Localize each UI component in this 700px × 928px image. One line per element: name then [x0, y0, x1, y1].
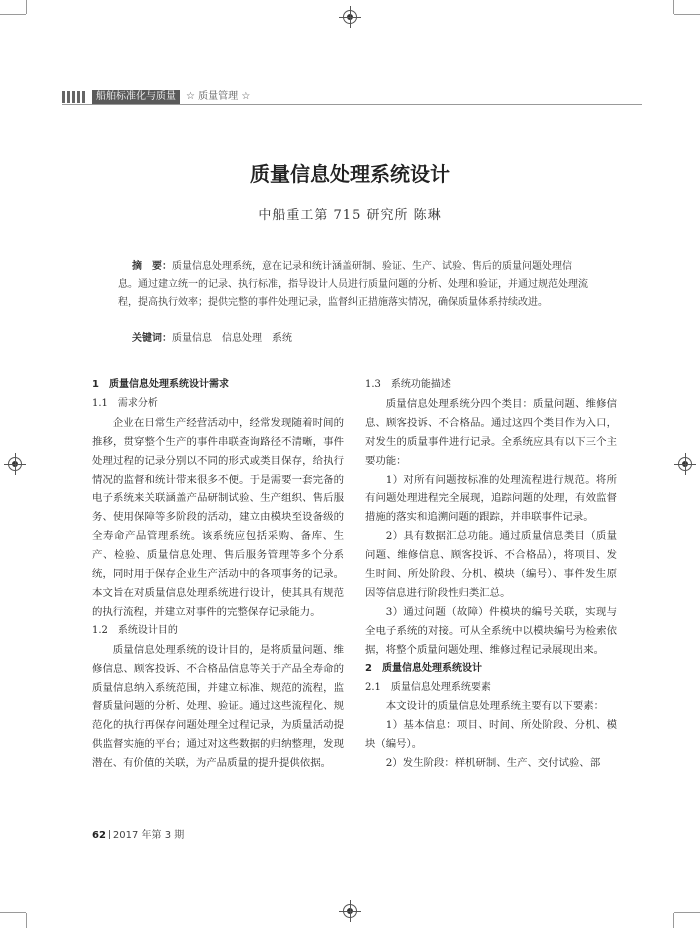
paragraph: 质量信息处理系统的设计目的，是将质量问题、维修信息、顾客投诉、不合格品信息等关于产品全寿命的质量信息纳入系统范围，并建立标准、规范的流程，监督质量问题的分析、处理、验证。通过这些流程化、规范化的执行再保存问题处理全过程记录，为质量活动提供监督实施的平台；通过对这些数据的归纳整理，发现潜在、有价值的关联，为产品质量的提升提供依据。: [92, 643, 344, 770]
paragraph: 1）对所有问题按标准的处理流程进行规范。将所有问题处理进程完全展现，追踪问题的处理，有效监督措施的落实和追溯问题的跟踪，并串联事件记录。: [365, 473, 617, 524]
article-title: 质量信息处理系统设计: [250, 162, 450, 186]
keywords: [118, 330, 588, 348]
crop-mark: [26, 0, 27, 14]
crop-mark: [0, 912, 26, 913]
crop-mark: [26, 913, 27, 928]
paragraph: 1）基本信息：项目、时间、所处阶段、分机、模块（编号）。: [365, 719, 617, 751]
paragraph: 企业在日常生产经营活动中，经常发现随着时间的推移，贯穿整个生产的事件串联查询路径不清晰，事件处理过程的记录分别以不同的形式或类目保存，给执行情况的监督和统计带来很多不便。于是需要一套完备的电子系统来关联涵盖产品研制试验、生产组织、售后服务、使用保障等多阶段的活动，建立由模块至设备级的全寿命产品管理系统。该系统应包括采购、备库、生产、检验、质量信息处理、售后服务管理等多个分系统，同时用于保存企业生产活动中的各项事务的记录。本文旨在对质量信息处理系统进行设计，使其具有规范的执行流程，并建立对事件的完整保存记录能力。: [92, 416, 344, 618]
section-heading: 2 质量信息处理系统设计: [365, 662, 482, 674]
crop-mark: [674, 912, 700, 913]
left-column: [92, 376, 344, 773]
subsection-heading: 1.3 系统功能描述: [365, 379, 451, 390]
running-header: [62, 90, 642, 104]
page-footer: [92, 826, 184, 841]
paragraph: 3）通过问题（故障）件模块的编号关联，实现与全电子系统的对接。可从全系统中以模块编号为检索依据，将整个质量问题处理、维修过程记录展现出来。: [365, 605, 617, 656]
article-author: 中船重工第 715 研究所 陈琳: [258, 208, 442, 223]
right-column: [365, 376, 617, 773]
registration-mark-icon: [343, 10, 357, 24]
subsection-heading: 1.2 系统设计目的: [92, 624, 178, 636]
page-number: 62: [92, 830, 106, 841]
paragraph: 本文设计的质量信息处理系统主要有以下要素：: [385, 700, 604, 713]
abstract-label: 摘 要：: [132, 261, 172, 272]
footer-separator: [109, 830, 110, 839]
crop-mark: [674, 14, 700, 15]
paragraph: 2）具有数据汇总功能。通过质量信息类目（质量问题、维修信息、顾客投诉、不合格品），将项目、发生时间、所处阶段、分机、模块（编号）、事件发生原因等信息进行阶段性归类汇总。: [365, 530, 617, 599]
section-tag: 船舶标准化与质量: [92, 90, 180, 104]
issue-label: 2017 年第 3 期: [112, 830, 185, 841]
registration-mark-icon: [8, 457, 22, 471]
subsection-heading: 2.1 质量信息处理系统要素: [365, 681, 491, 693]
paragraph: 质量信息处理系统分四个类目：质量问题、维修信息、顾客投诉、不合格品。通过这四个类目作为入口，对发生的质量事件进行记录。全系统应具有以下三个主要功能：: [365, 397, 617, 467]
header-rule: [62, 104, 642, 105]
paragraph: 2）发生阶段：样机研制、生产、交付试验、部: [385, 757, 601, 770]
keywords-text: 质量信息 信息处理 系统: [172, 333, 292, 344]
keywords-label: 关键词：: [132, 333, 172, 344]
crop-mark: [673, 0, 674, 14]
crop-mark: [673, 913, 674, 928]
subsection-heading: 1.1 需求分析: [92, 397, 158, 409]
registration-mark-icon: [343, 904, 357, 918]
abstract-text: 质量信息处理系统，意在记录和统计涵盖研制、验证、生产、试验、售后的质量问题处理信息。通过建立统一的记录、执行标准，指导设计人员进行质量问题的分析、处理和验证，并通过规范处理流程，提高执行效率；提供完整的事件处理记录，监督纠正措施落实情况，确保质量体系持续改进。: [118, 261, 588, 308]
registration-mark-icon: [678, 457, 692, 471]
header-bars-decoration: [62, 91, 85, 103]
sub-section: ☆ 质量管理 ☆: [186, 91, 251, 102]
abstract: [118, 258, 588, 312]
section-heading: 1 质量信息处理系统设计需求: [92, 379, 229, 390]
crop-mark: [0, 14, 26, 15]
